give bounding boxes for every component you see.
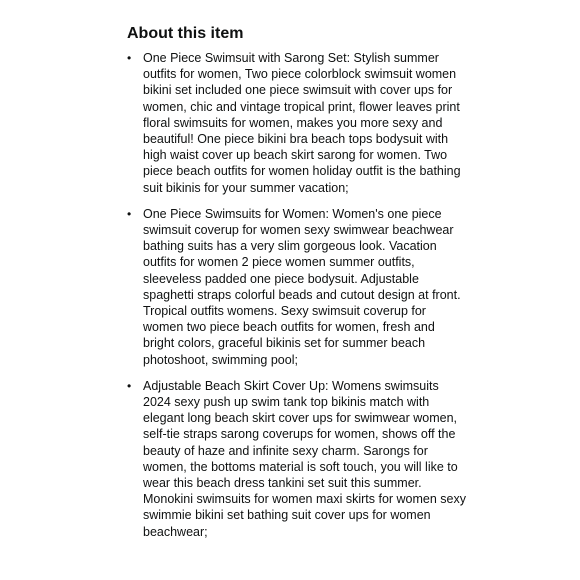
feature-bullet-3 xyxy=(127,378,467,540)
section-title: About this item xyxy=(127,25,244,42)
feature-bullet-text: Adjustable Beach Skirt Cover Up: Womens swimsuits 2024 sexy push up swim tank top bikinis match with elegant long beach skirt cover ups for swimwear women, self-tie straps sarong coverups for women, shows off the beauty of haze and infinite sexy charm. Sarongs for women, the bottoms material is soft touch, you will like to wear this beach dress tankini set suit this summer. Monokini swimsuits for women maxi skirts for women sexy swimmie bikini set bathing suit cover ups for women beachwear; xyxy=(143,378,466,539)
bullet-dot-icon: • xyxy=(127,378,132,393)
feature-bullet-2 xyxy=(127,206,467,368)
feature-bullet-list xyxy=(127,50,467,540)
bullet-dot-icon: • xyxy=(127,206,132,221)
bullet-dot-icon: • xyxy=(127,51,132,65)
feature-bullet-1 xyxy=(127,50,467,196)
about-this-item-section xyxy=(127,24,467,550)
feature-bullet-text: One Piece Swimsuits for Women: Women's one piece swimsuit coverup for women sexy swimwear beachwear bathing suits has a very slim gorgeous look. Vacation outfits for women 2 piece women summer outfits, sleeveless padded one piece bodysuit. Adjustable spaghetti straps colorful beads and cutout design at front. Tropical outfits womens. Sexy swimsuit coverup for women two piece beach outfits for women, fresh and bright colors, graceful bikinis set for summer beach photoshoot, swimming pool; xyxy=(143,206,461,367)
feature-bullet-text: One Piece Swimsuit with Sarong Set: Stylish summer outfits for women, Two piece colorblock swimsuit women bikini set included one piece swimsuit with cover ups for women, chic and vintage tropical print, flower leaves print floral swimsuits for women, makes you more sexy and beautiful! One piece bikini bra beach tops bodysuit with high waist cover up beach skirt sarong for women. Two piece beach outfits for women holiday outfit is the bathing suit bikinis for your summer vacation; xyxy=(143,51,461,195)
